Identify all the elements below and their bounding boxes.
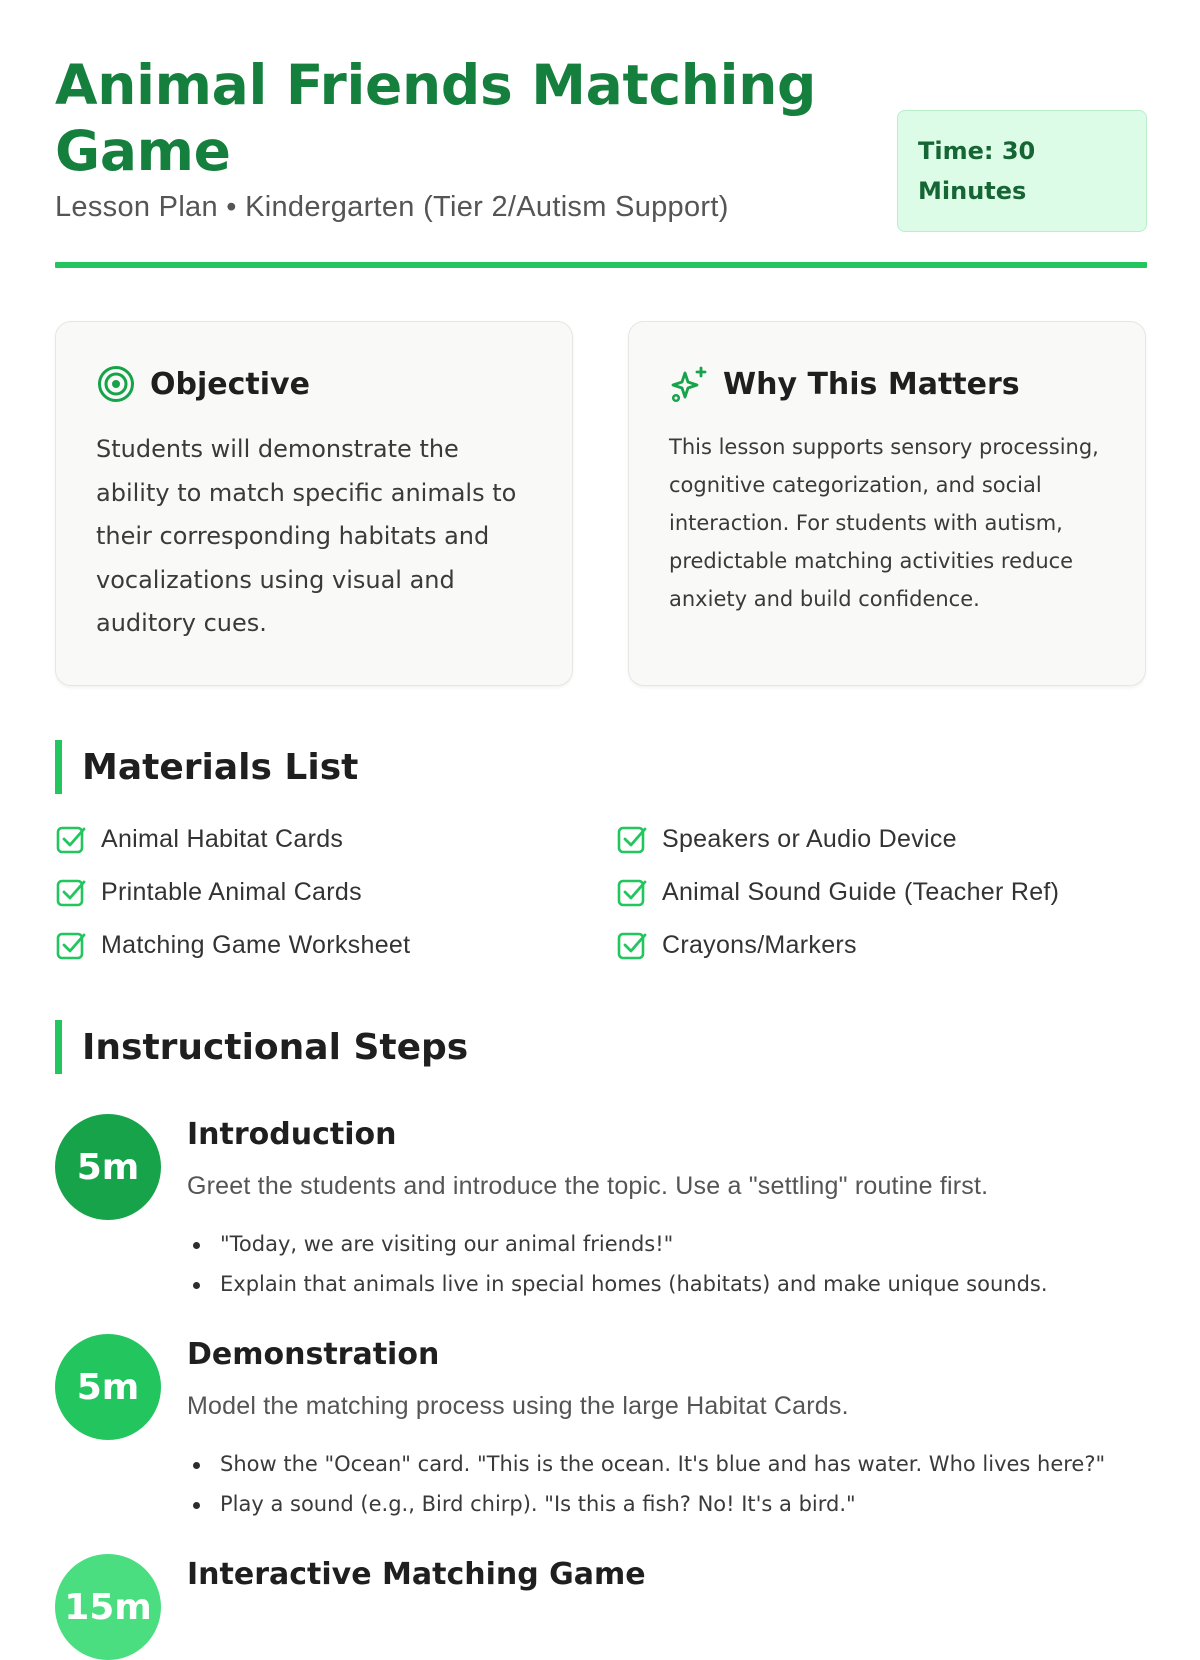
checkbox-icon <box>55 876 87 908</box>
objective-text: Students will demonstrate the ability to match specific animals to their corresponding habitats and vocalizations using visual and auditory cues. <box>96 435 517 637</box>
step-duration-badge: 15m <box>55 1554 161 1660</box>
steps-title: Instructional Steps <box>82 1026 469 1068</box>
why-title: Why This Matters <box>723 366 1020 402</box>
material-label: Crayons/Markers <box>662 930 857 959</box>
materials-list <box>55 822 1147 992</box>
list-item: "Today, we are visiting our animal friends!" <box>187 1224 1147 1264</box>
steps-heading <box>55 1020 468 1074</box>
why-card <box>628 321 1146 686</box>
section-accent-bar <box>55 1020 62 1074</box>
material-label: Animal Sound Guide (Teacher Ref) <box>662 877 1060 906</box>
step-title: Introduction <box>187 1117 397 1152</box>
step-title: Interactive Matching Game <box>187 1557 646 1592</box>
header <box>55 52 1147 268</box>
list-item <box>616 822 957 856</box>
page-subtitle: Lesson Plan • Kindergarten (Tier 2/Autism Support) <box>55 191 729 223</box>
materials-title: Materials List <box>82 746 359 788</box>
sparkles-icon <box>669 364 709 404</box>
material-label: Animal Habitat Cards <box>101 824 344 853</box>
header-divider <box>55 262 1147 268</box>
why-text: This lesson supports sensory processing, cognitive categorization, and social interaction. For students with autism, predictable matching activities reduce anxiety and build confidence. <box>669 435 1099 611</box>
lesson-plan-page <box>55 0 1147 1628</box>
checkbox-icon <box>55 929 87 961</box>
step-description: Greet the students and introduce the topic. Use a "settling" routine first. <box>187 1172 989 1200</box>
list-item <box>55 928 410 962</box>
target-icon <box>96 364 136 404</box>
checkbox-icon <box>616 823 648 855</box>
list-item <box>55 875 362 909</box>
materials-heading <box>55 740 358 794</box>
step-duration-badge: 5m <box>55 1334 161 1440</box>
material-label: Printable Animal Cards <box>101 877 362 906</box>
step-duration-badge: 5m <box>55 1114 161 1220</box>
material-label: Matching Game Worksheet <box>101 930 411 959</box>
objective-card <box>55 321 573 686</box>
step-interactive-matching <box>55 1554 1147 1628</box>
objective-title: Objective <box>150 366 310 402</box>
checkbox-icon <box>616 876 648 908</box>
objective-heading <box>96 362 310 406</box>
page-title: Animal Friends Matching Game <box>55 53 817 183</box>
material-label: Speakers or Audio Device <box>662 824 957 853</box>
list-item: Play a sound (e.g., Bird chirp). "Is this a fish? No! It's a bird." <box>187 1484 1147 1524</box>
checkbox-icon <box>616 929 648 961</box>
step-title: Demonstration <box>187 1337 440 1372</box>
list-item: Show the "Ocean" card. "This is the ocean. It's blue and has water. Who lives here?" <box>187 1444 1147 1484</box>
step-bullet-list <box>187 1444 1147 1524</box>
step-bullet-list <box>187 1224 1147 1304</box>
time-badge: Time: 30 Minutes <box>897 110 1147 232</box>
step-description: Model the matching process using the large Habitat Cards. <box>187 1392 849 1420</box>
section-accent-bar <box>55 740 62 794</box>
list-item <box>616 928 857 962</box>
why-heading <box>669 362 1020 406</box>
checkbox-icon <box>55 823 87 855</box>
list-item <box>55 822 343 856</box>
list-item <box>616 875 1059 909</box>
list-item: Explain that animals live in special homes (habitats) and make unique sounds. <box>187 1264 1147 1304</box>
